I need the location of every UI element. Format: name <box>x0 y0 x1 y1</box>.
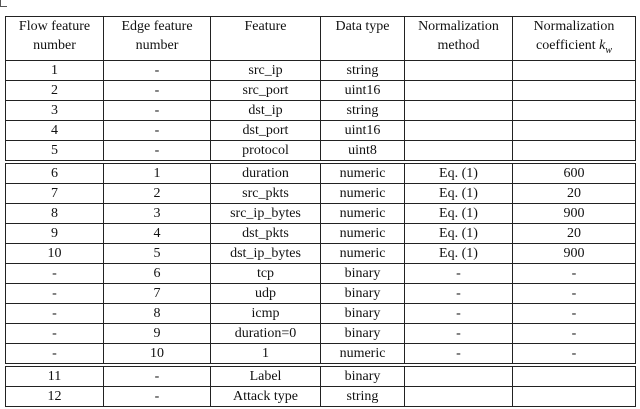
cell-norm-coefficient <box>513 100 636 120</box>
cell-norm-method: - <box>405 263 513 283</box>
cell-feature: udp <box>211 283 321 303</box>
cell-flow-number: 6 <box>6 162 104 184</box>
cell-flow-number: 10 <box>6 243 104 263</box>
table-row <box>6 365 636 387</box>
cell-norm-method: Eq. (1) <box>405 162 513 184</box>
cell-feature: src_port <box>211 80 321 100</box>
cell-feature: src_ip_bytes <box>211 203 321 223</box>
cell-norm-method: - <box>405 303 513 323</box>
cell-edge-number: 7 <box>104 283 211 303</box>
table-row <box>6 243 636 263</box>
cell-norm-coefficient <box>513 60 636 80</box>
cell-flow-number: 9 <box>6 223 104 243</box>
cell-norm-coefficient: - <box>513 343 636 365</box>
header-flow-feature-number: Flow feature number <box>6 17 104 61</box>
table-row <box>6 223 636 243</box>
table-row <box>6 283 636 303</box>
feature-table <box>5 16 636 407</box>
cell-flow-number: - <box>6 343 104 365</box>
cell-edge-number: - <box>104 140 211 162</box>
cell-feature: tcp <box>211 263 321 283</box>
cell-norm-coefficient: 900 <box>513 243 636 263</box>
table-row <box>6 140 636 162</box>
header-data-type: Data type <box>321 17 405 61</box>
table-row <box>6 203 636 223</box>
cell-feature: protocol <box>211 140 321 162</box>
cell-norm-method: Eq. (1) <box>405 243 513 263</box>
cell-norm-method <box>405 386 513 406</box>
cell-norm-coefficient <box>513 120 636 140</box>
cell-norm-coefficient: 20 <box>513 223 636 243</box>
cell-edge-number: 10 <box>104 343 211 365</box>
cell-data-type: binary <box>321 263 405 283</box>
cell-feature: dst_port <box>211 120 321 140</box>
cell-flow-number: 2 <box>6 80 104 100</box>
table-row <box>6 80 636 100</box>
cell-norm-coefficient: 600 <box>513 162 636 184</box>
cell-feature: dst_pkts <box>211 223 321 243</box>
cell-feature: src_ip <box>211 60 321 80</box>
cell-edge-number: 2 <box>104 183 211 203</box>
cell-edge-number: 4 <box>104 223 211 243</box>
table-row <box>6 183 636 203</box>
cell-norm-coefficient: - <box>513 303 636 323</box>
cell-data-type: uint8 <box>321 140 405 162</box>
header-normalization-method: Normalization method <box>405 17 513 61</box>
cell-feature: duration <box>211 162 321 184</box>
cell-norm-method: - <box>405 283 513 303</box>
cell-norm-method <box>405 100 513 120</box>
cell-data-type: numeric <box>321 343 405 365</box>
cell-data-type: uint16 <box>321 80 405 100</box>
cell-edge-number: - <box>104 100 211 120</box>
cell-edge-number: 3 <box>104 203 211 223</box>
cell-norm-coefficient: - <box>513 263 636 283</box>
cell-norm-coefficient: - <box>513 323 636 343</box>
cell-data-type: uint16 <box>321 120 405 140</box>
table-row <box>6 323 636 343</box>
cell-data-type: numeric <box>321 223 405 243</box>
cell-data-type: string <box>321 60 405 80</box>
cell-feature: dst_ip_bytes <box>211 243 321 263</box>
cell-flow-number: - <box>6 323 104 343</box>
cell-feature: Label <box>211 365 321 387</box>
cell-norm-coefficient <box>513 140 636 162</box>
cell-norm-method <box>405 120 513 140</box>
cell-data-type: numeric <box>321 243 405 263</box>
cell-data-type: numeric <box>321 162 405 184</box>
table-row <box>6 263 636 283</box>
cell-norm-method: Eq. (1) <box>405 223 513 243</box>
cell-flow-number: 8 <box>6 203 104 223</box>
cell-feature: src_pkts <box>211 183 321 203</box>
cell-data-type: string <box>321 386 405 406</box>
cell-norm-method: Eq. (1) <box>405 183 513 203</box>
cell-edge-number: 8 <box>104 303 211 323</box>
table-row <box>6 162 636 184</box>
header-row <box>6 17 636 61</box>
cell-data-type: binary <box>321 365 405 387</box>
cell-flow-number: 11 <box>6 365 104 387</box>
cell-norm-coefficient: - <box>513 283 636 303</box>
coefficient-label: coefficient $k_w$ <box>536 38 612 56</box>
cell-flow-number: - <box>6 283 104 303</box>
table-row <box>6 386 636 406</box>
cell-norm-coefficient <box>513 386 636 406</box>
cell-data-type: numeric <box>321 203 405 223</box>
cell-data-type: binary <box>321 323 405 343</box>
cell-edge-number: - <box>104 60 211 80</box>
cell-edge-number: 5 <box>104 243 211 263</box>
cell-edge-number: 1 <box>104 162 211 184</box>
cell-edge-number: - <box>104 80 211 100</box>
cell-norm-coefficient <box>513 80 636 100</box>
cell-edge-number: 6 <box>104 263 211 283</box>
cell-flow-number: - <box>6 303 104 323</box>
cell-feature: Attack type <box>211 386 321 406</box>
table-row <box>6 343 636 365</box>
cell-norm-method <box>405 365 513 387</box>
header-normalization-coefficient: Normalization coefficient $k_w$ <box>513 17 636 61</box>
cell-norm-method <box>405 80 513 100</box>
cell-flow-number: 5 <box>6 140 104 162</box>
cell-flow-number: - <box>6 263 104 283</box>
cell-data-type: binary <box>321 283 405 303</box>
table-row <box>6 303 636 323</box>
cell-feature: duration=0 <box>211 323 321 343</box>
cell-norm-coefficient <box>513 365 636 387</box>
cell-flow-number: 4 <box>6 120 104 140</box>
cell-norm-method <box>405 60 513 80</box>
cell-data-type: numeric <box>321 183 405 203</box>
table-row <box>6 60 636 80</box>
corner-mark <box>0 0 7 7</box>
cell-norm-method <box>405 140 513 162</box>
cell-norm-method: - <box>405 343 513 365</box>
header-edge-feature-number: Edge feature number <box>104 17 211 61</box>
cell-norm-coefficient: 900 <box>513 203 636 223</box>
cell-edge-number: - <box>104 365 211 387</box>
cell-feature: 1 <box>211 343 321 365</box>
cell-norm-method: Eq. (1) <box>405 203 513 223</box>
cell-norm-method: - <box>405 323 513 343</box>
cell-flow-number: 3 <box>6 100 104 120</box>
cell-edge-number: - <box>104 386 211 406</box>
cell-edge-number: 9 <box>104 323 211 343</box>
table-row <box>6 120 636 140</box>
cell-flow-number: 1 <box>6 60 104 80</box>
cell-flow-number: 7 <box>6 183 104 203</box>
header-feature: Feature <box>211 17 321 61</box>
table-row <box>6 100 636 120</box>
cell-norm-coefficient: 20 <box>513 183 636 203</box>
cell-flow-number: 12 <box>6 386 104 406</box>
cell-edge-number: - <box>104 120 211 140</box>
cell-feature: dst_ip <box>211 100 321 120</box>
cell-feature: icmp <box>211 303 321 323</box>
cell-data-type: binary <box>321 303 405 323</box>
cell-data-type: string <box>321 100 405 120</box>
